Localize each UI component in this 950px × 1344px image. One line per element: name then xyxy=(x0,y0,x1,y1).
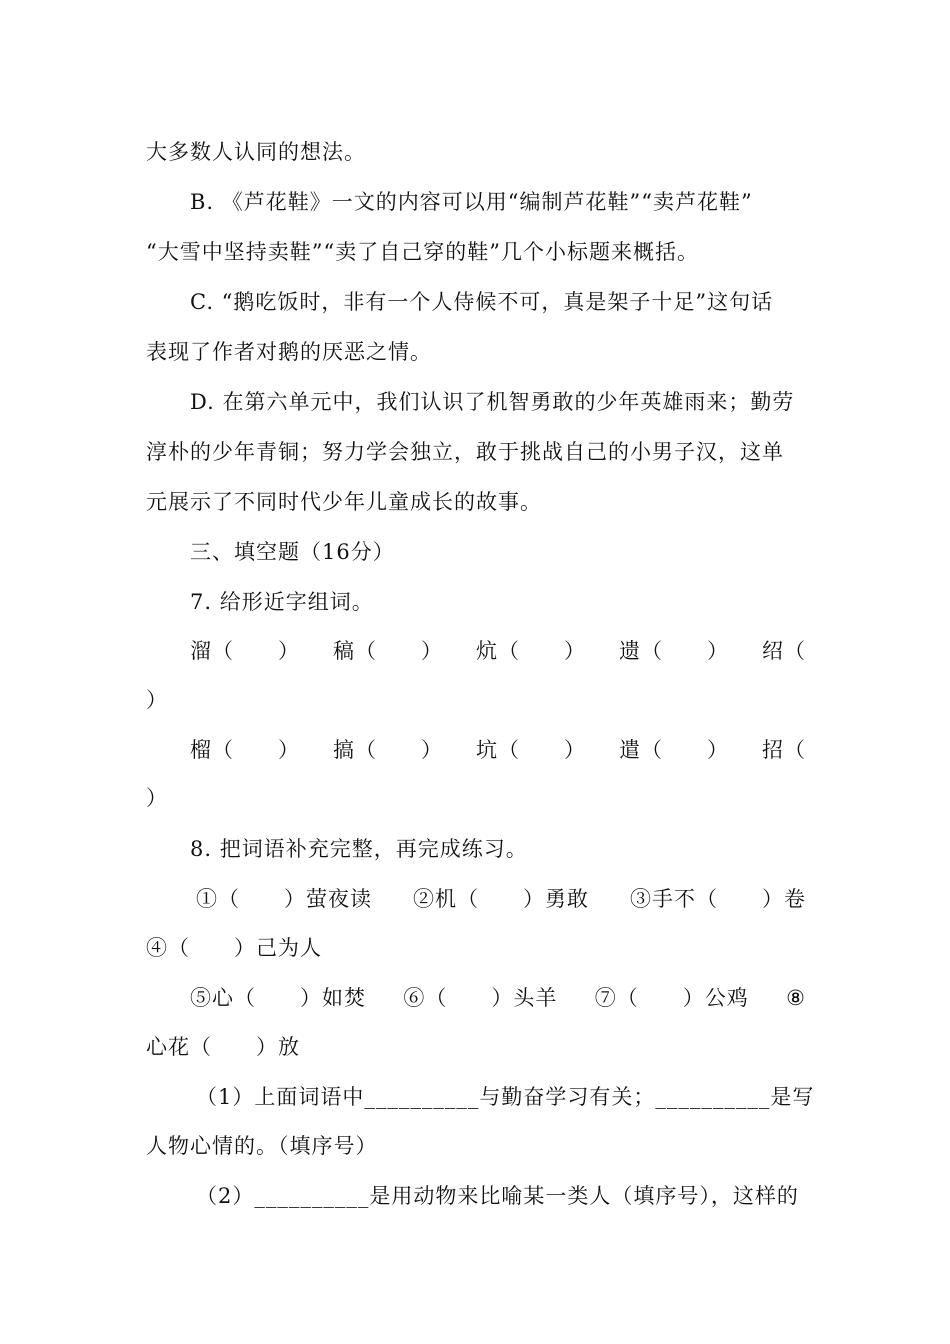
option-b-line-2: “大雪中坚持卖鞋”“卖了自己穿的鞋”几个小标题来概括。 xyxy=(146,240,699,264)
q7-item: 稿（ ） xyxy=(333,639,443,663)
q7-row-2-wrap: ） xyxy=(146,786,168,810)
question-8-title: 8. 把词语补充完整，再完成练习。 xyxy=(190,837,528,861)
section-heading: 三、填空题（16分） xyxy=(190,540,395,564)
q7-item: 榴（ ） xyxy=(190,738,300,762)
option-c-line-2: 表现了作者对鹅的厌恶之情。 xyxy=(146,340,432,364)
q7-item: 遗（ ） xyxy=(619,639,729,663)
subquestion-1-line-2: 人物心情的。（填序号） xyxy=(146,1134,378,1158)
q8-item: ②机（ ）勇敢 xyxy=(413,887,589,911)
option-d-line-3: 元展示了不同时代少年儿童成长的故事。 xyxy=(146,490,542,514)
q7-item: 炕（ ） xyxy=(476,639,586,663)
q7-item: 搞（ ） xyxy=(333,738,443,762)
subquestion-1-line-1: （1）上面词语中__________与勤奋学习有关；__________是写 xyxy=(196,1085,815,1109)
q7-item: 遣（ ） xyxy=(619,738,729,762)
option-d-line-2: 淳朴的少年青铜；努力学会独立，敢于挑战自己的小男子汉，这单 xyxy=(146,440,784,464)
q8-item: ③手不（ ）卷 xyxy=(630,887,806,911)
q7-item: 溜（ ） xyxy=(190,639,300,663)
option-c-line-1: C. “鹅吃饭时，非有一个人侍候不可，真是架子十足”这句话 xyxy=(190,290,774,314)
q8-item: ⑦（ ）公鸡 xyxy=(594,986,749,1010)
q7-row-2 xyxy=(190,735,806,765)
q7-item: 招（ xyxy=(762,738,806,762)
q8-item: ⑤心（ ）如焚 xyxy=(190,986,366,1010)
text-line: 大多数人认同的想法。 xyxy=(146,140,366,164)
q7-row-1-wrap: ） xyxy=(146,688,168,712)
q8-row-1 xyxy=(196,884,806,914)
question-7-title: 7. 给形近字组词。 xyxy=(190,590,374,614)
subquestion-2-line-1: （2）__________是用动物来比喻某一类人（填序号），这样的 xyxy=(196,1184,799,1208)
q8-item: ⑧ xyxy=(786,986,806,1010)
q8-item: ①（ ）萤夜读 xyxy=(196,887,372,911)
option-b-line-1: B. 《芦花鞋》一文的内容可以用“编制芦花鞋”“卖芦花鞋” xyxy=(190,190,753,214)
q7-row-1 xyxy=(190,636,806,666)
q8-row-2 xyxy=(190,983,806,1013)
q8-row-1-wrap: ④（ ）己为人 xyxy=(146,936,322,960)
q7-item: 绍（ xyxy=(762,639,806,663)
option-d-line-1: D. 在第六单元中，我们认识了机智勇敢的少年英雄雨来；勤劳 xyxy=(190,390,795,414)
q8-item: ⑥（ ）头羊 xyxy=(403,986,558,1010)
q8-row-2-wrap: 心花（ ）放 xyxy=(146,1035,300,1059)
q7-item: 坑（ ） xyxy=(476,738,586,762)
